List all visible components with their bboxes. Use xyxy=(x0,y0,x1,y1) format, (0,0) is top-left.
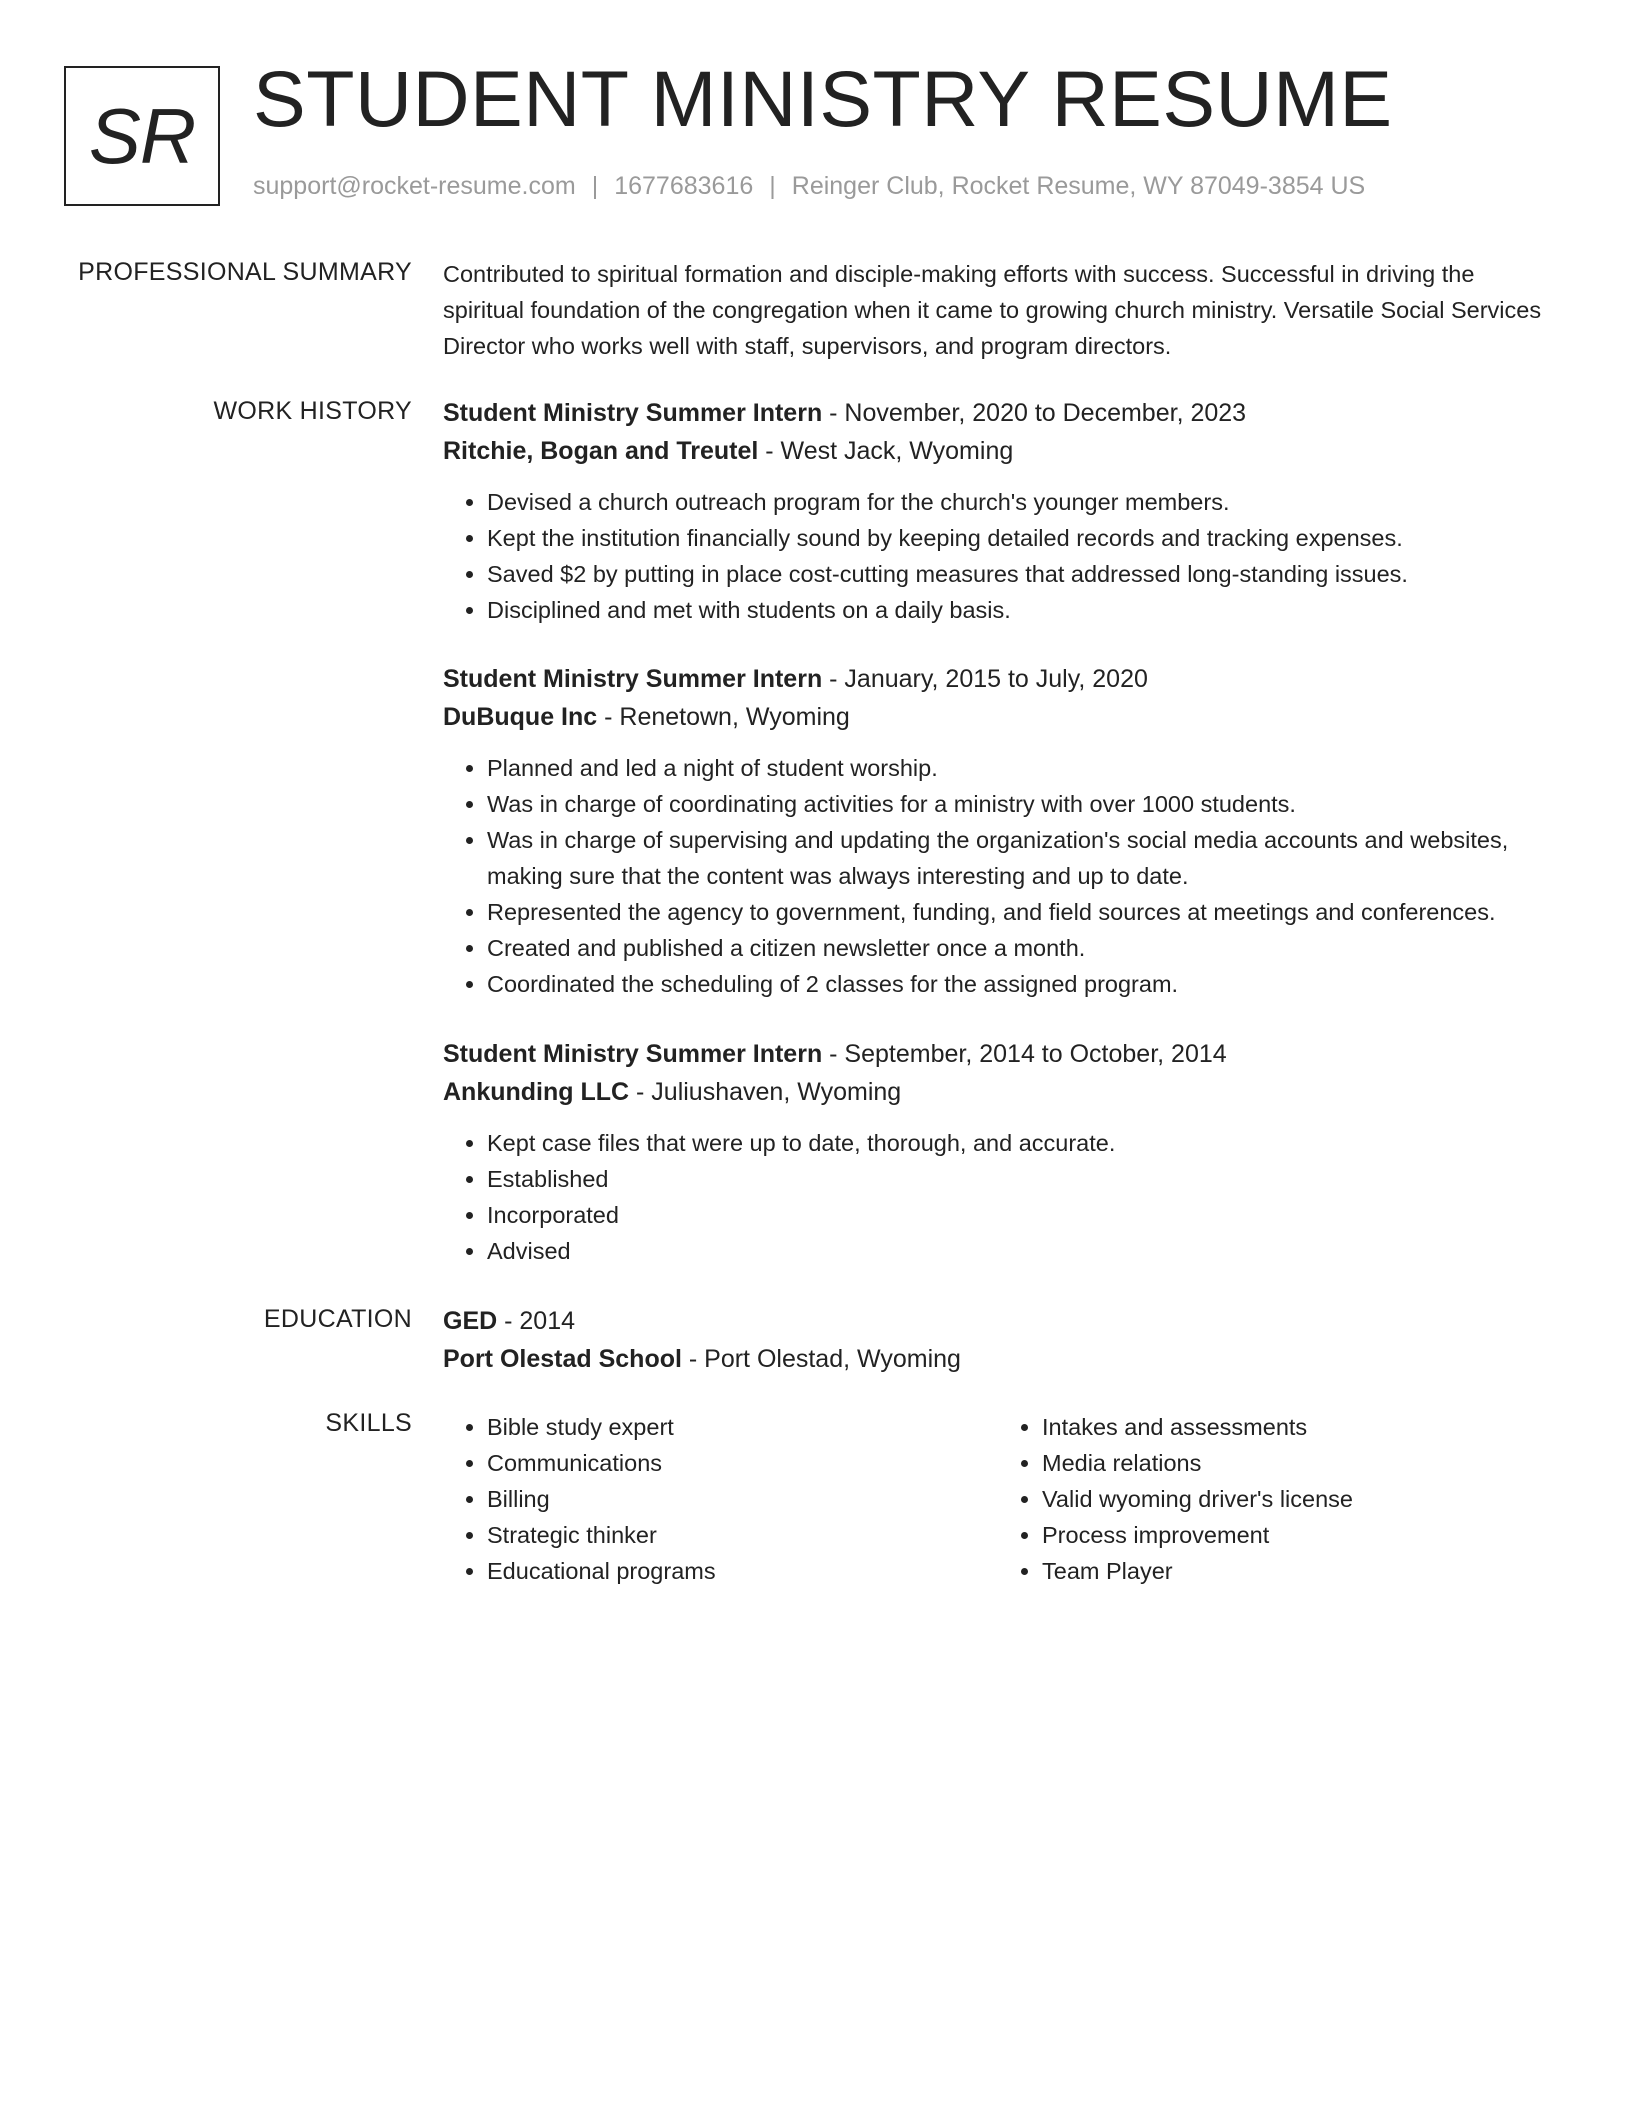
job-company: Ankunding LLC xyxy=(443,1078,630,1106)
list-item: • Was in charge of coordinating activities for a ministry with over 1000 students. xyxy=(487,786,1553,822)
job-title: Student Ministry Summer Intern xyxy=(443,1040,823,1068)
job-location: - Renetown, Wyoming xyxy=(597,703,850,731)
job-dates: - November, 2020 to December, 2023 xyxy=(822,399,1247,427)
school-name: Port Olestad School xyxy=(443,1345,682,1373)
address-text: Reinger Club, Rocket Resume, WY 87049-3854 US xyxy=(791,172,1366,200)
job-company-line xyxy=(443,432,1553,470)
phone-text: 1677683616 xyxy=(614,172,754,200)
job-title: Student Ministry Summer Intern xyxy=(443,665,823,693)
section-label-skills: SKILLS xyxy=(325,1409,412,1437)
skill-item: • Communications xyxy=(487,1445,998,1481)
skills-columns xyxy=(443,1409,1553,1589)
job-dates: - January, 2015 to July, 2020 xyxy=(822,665,1148,693)
skill-item: • Team Player xyxy=(1042,1553,1553,1589)
job-location: - West Jack, Wyoming xyxy=(758,437,1014,465)
job-company-line xyxy=(443,1073,1553,1111)
skill-item: • Strategic thinker xyxy=(487,1517,998,1553)
list-item: • Kept the institution financially sound by keeping detailed records and tracking expenses. xyxy=(487,520,1553,556)
list-item: • Represented the agency to government, funding, and field sources at meetings and conferences. xyxy=(487,894,1553,930)
job-dates: - September, 2014 to October, 2014 xyxy=(822,1040,1227,1068)
skill-item: • Educational programs xyxy=(487,1553,998,1589)
job-bullets xyxy=(443,484,1553,628)
list-item: • Planned and led a night of student worship. xyxy=(487,750,1553,786)
job-bullets xyxy=(443,1125,1553,1269)
education-entry xyxy=(443,1302,1553,1378)
monogram-logo: SR xyxy=(64,66,220,206)
job-title: Student Ministry Summer Intern xyxy=(443,399,823,427)
skill-item: • Valid wyoming driver's license xyxy=(1042,1481,1553,1517)
skill-item: • Bible study expert xyxy=(487,1409,998,1445)
resume-title: STUDENT MINISTRY RESUME xyxy=(253,54,1393,143)
section-label-education: EDUCATION xyxy=(263,1305,412,1333)
job-title-line xyxy=(443,660,1553,698)
job-company-line xyxy=(443,698,1553,736)
skills-list-right xyxy=(998,1409,1553,1589)
contact-line xyxy=(253,172,1365,201)
list-item: • Devised a church outreach program for the church's younger members. xyxy=(487,484,1553,520)
job-entry xyxy=(443,394,1553,628)
degree: GED xyxy=(443,1307,498,1335)
job-entry xyxy=(443,660,1553,1002)
skill-item: • Intakes and assessments xyxy=(1042,1409,1553,1445)
job-company: DuBuque Inc xyxy=(443,703,598,731)
list-item: • Incorporated xyxy=(487,1197,1553,1233)
skill-item: • Billing xyxy=(487,1481,998,1517)
summary-text: Contributed to spiritual formation and disciple-making efforts with success. Successful in driving the spiritual foundation of the congregation when it came to growing church ministry. Versatile Social Services Director who works well with staff, supervisors, and program directors. xyxy=(443,261,1542,359)
skill-item: • Media relations xyxy=(1042,1445,1553,1481)
skill-item: • Process improvement xyxy=(1042,1517,1553,1553)
job-title-line xyxy=(443,1035,1553,1073)
list-item: • Disciplined and met with students on a daily basis. xyxy=(487,592,1553,628)
list-item: • Established xyxy=(487,1161,1553,1197)
email-text: support@rocket-resume.com xyxy=(253,172,576,200)
school-location: - Port Olestad, Wyoming xyxy=(681,1345,961,1373)
section-label-work-history: WORK HISTORY xyxy=(213,397,412,425)
degree-line xyxy=(443,1302,1553,1340)
job-title-line xyxy=(443,394,1553,432)
job-company: Ritchie, Bogan and Treutel xyxy=(443,437,759,465)
list-item: • Created and published a citizen newsletter once a month. xyxy=(487,930,1553,966)
list-item: • Advised xyxy=(487,1233,1553,1269)
list-item: • Kept case files that were up to date, thorough, and accurate. xyxy=(487,1125,1553,1161)
job-bullets xyxy=(443,750,1553,1002)
job-location: - Juliushaven, Wyoming xyxy=(629,1078,902,1106)
skills-list-left xyxy=(443,1409,998,1589)
contact-separator: | xyxy=(591,172,599,200)
list-item: • Was in charge of supervising and updating the organization's social media accounts and websites, making sure that the content was always interesting and up to date. xyxy=(487,822,1553,894)
degree-year: - 2014 xyxy=(497,1307,576,1335)
list-item: • Coordinated the scheduling of 2 classes for the assigned program. xyxy=(487,966,1553,1002)
contact-separator: | xyxy=(769,172,776,200)
list-item: • Saved $2 by putting in place cost-cutting measures that addressed long-standing issues. xyxy=(487,556,1553,592)
school-line xyxy=(443,1340,1553,1378)
job-entry xyxy=(443,1035,1553,1269)
section-label-summary: PROFESSIONAL SUMMARY xyxy=(78,258,412,286)
